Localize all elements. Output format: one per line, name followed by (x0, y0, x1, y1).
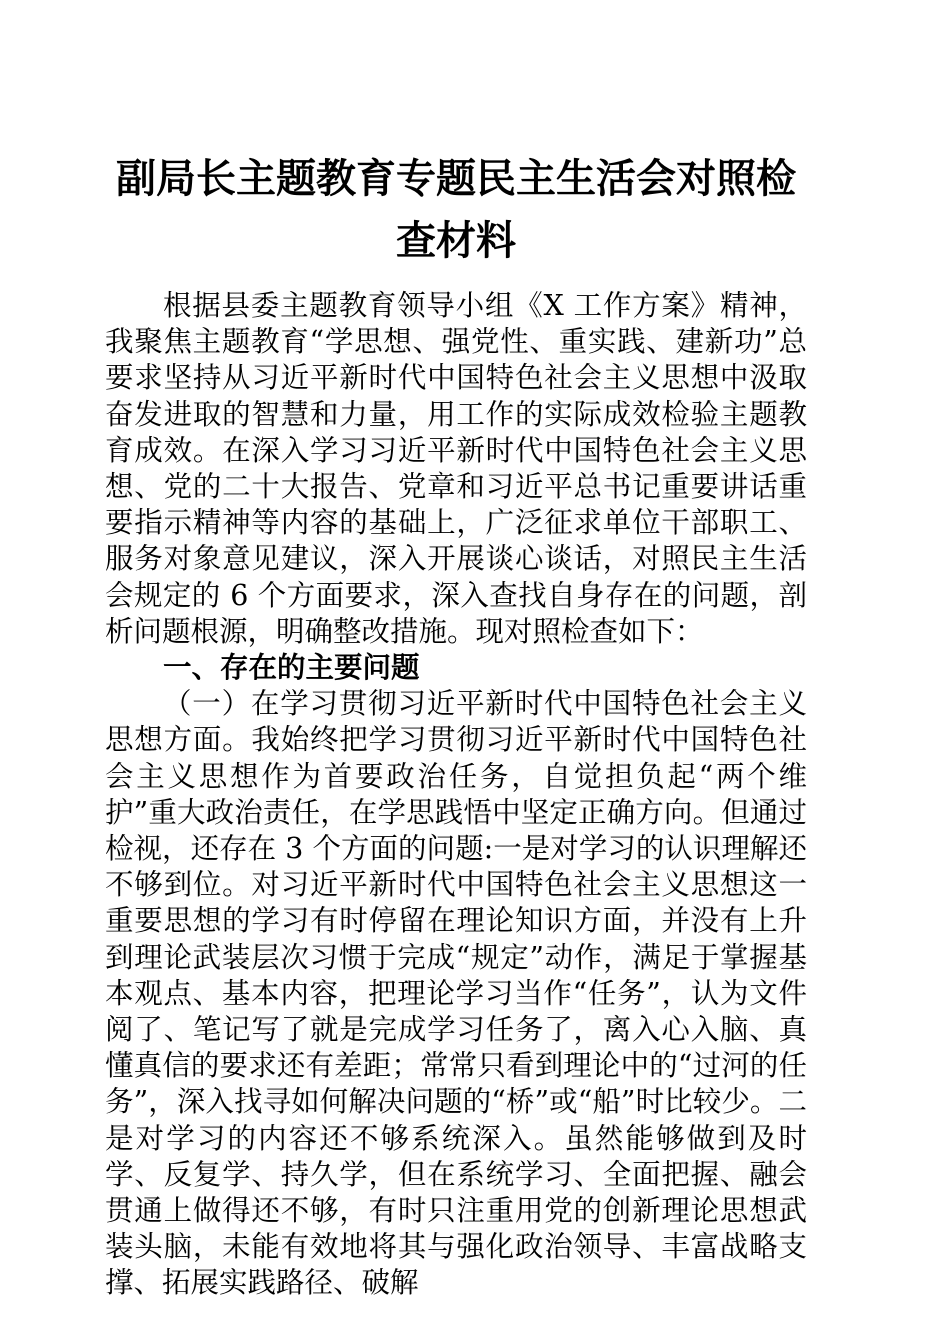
page-title: 副局长主题教育专题民主生活会对照检查材料 (116, 155, 796, 264)
paragraph-introduction: 根据县委主题教育领导小组《X 工作方案》精神，我聚焦主题教育“学思想、强党性、重实践、建新功”总要求坚持从习近平新时代中国特色社会主义思想中汲取奋发进取的智慧和力量，用工作的实际成效检验主题教育成效。在深入学习习近平新时代中国特色社会主义思想、党的二十大报告、党章和习近平总书记重要讲话重要指示精神等内容的基础上，广泛征求单位干部职工、服务对象意见建议，深入开展谈心谈话，对照民主生活会规定的 6 个方面要求，深入查找自身存在的问题，剖析问题根源，明确整改措施。现对照检查如下： (105, 289, 807, 648)
document-content (105, 0, 807, 1302)
paragraph-section-one: （一）在学习贯彻习近平新时代中国特色社会主义思想方面。我始终把学习贯彻习近平新时代中国特色社会主义思想作为首要政治任务，自觉担负起“两个维护”重大政治责任，在学思践悟中坚定正确方向。但通过检视，还存在 3 个方面的问题:一是对学习的认识理解还不够到位。对习近平新时代中国特色社会主义思想这一重要思想的学习有时停留在理论知识方面，并没有上升到理论武装层次习惯于完成“规定”动作，满足于掌握基本观点、基本内容，把理论学习当作“任务”，认为文件阅了、笔记写了就是完成学习任务了，离入心入脑、真懂真信的要求还有差距；常常只看到理论中的“过河的任务”，深入找寻如何解决问题的“桥”或“船”时比较少。二是对学习的内容还不够系统深入。虽然能够做到及时学、反复学、持久学，但在系统学习、全面把握、融会贯通上做得还不够，有时只注重用党的创新理论思想武装头脑，未能有效地将其与强化政治领导、丰富战略支撑、拓展实践路径、破解 (105, 687, 807, 1300)
section-heading-main-problems: 一、存在的主要问题 (163, 651, 420, 685)
